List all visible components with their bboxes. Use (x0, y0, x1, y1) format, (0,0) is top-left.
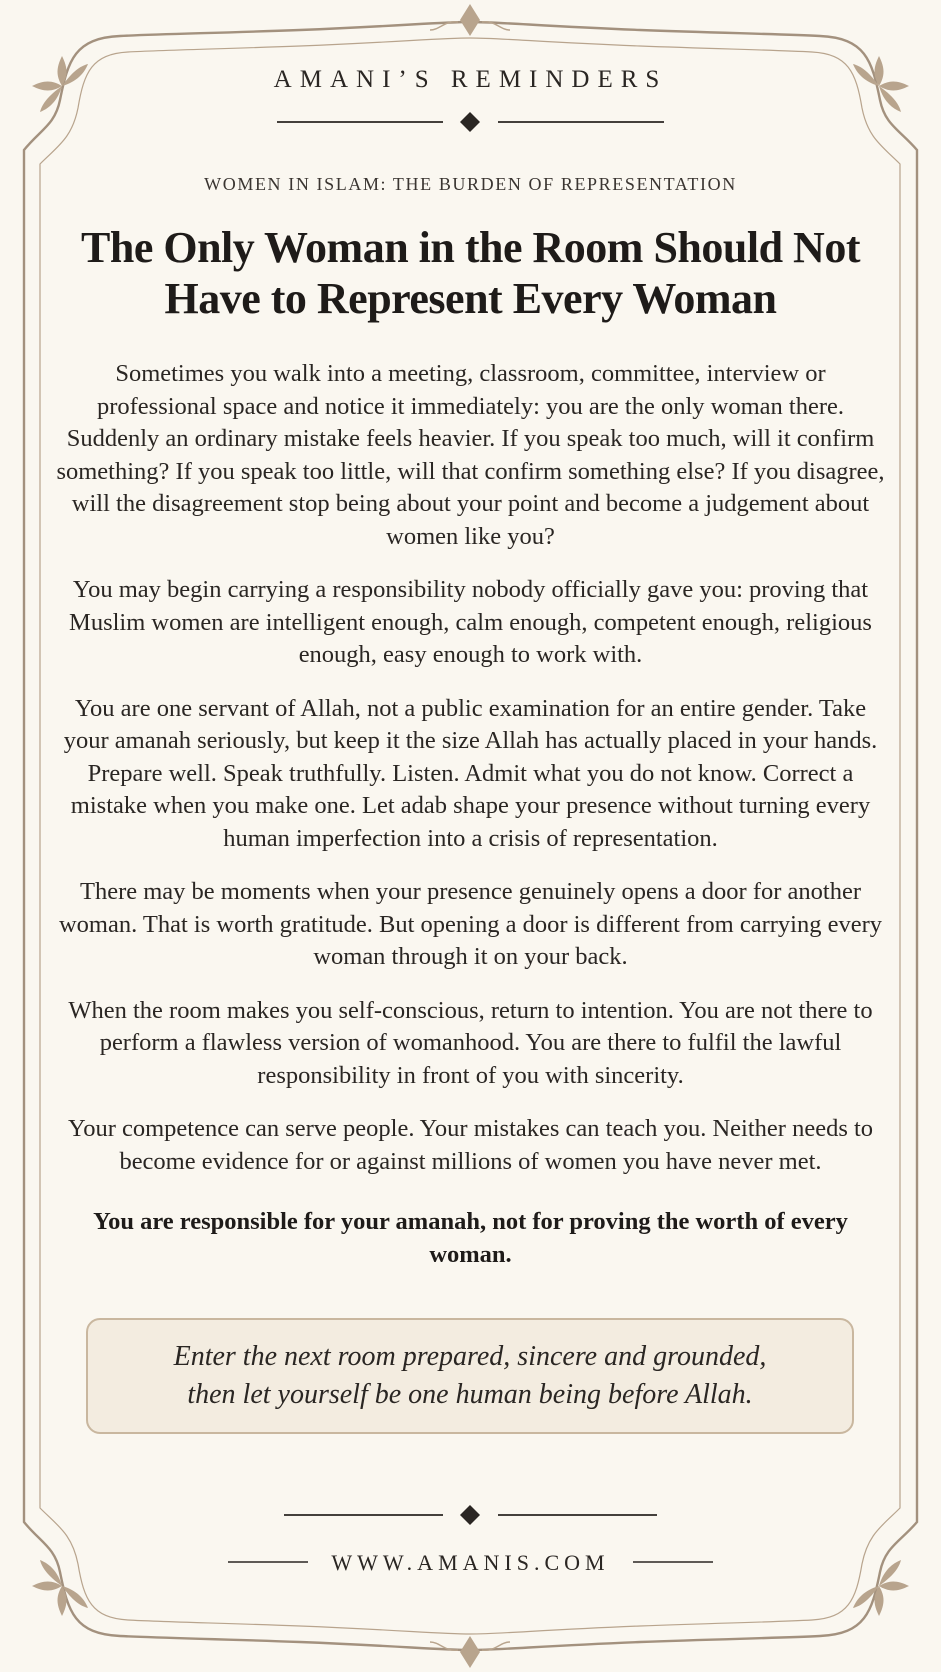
website-url[interactable]: WWW.AMANIS.COM (331, 1550, 610, 1575)
article-title (40, 222, 901, 324)
quote-line-2: then let yourself be one human being before Allah. (187, 1379, 753, 1410)
title-line-1: The Only Woman in the Room Should Not (81, 223, 860, 272)
paragraph-2: You may begin carrying a responsibility nobody officially gave you: proving that Muslim women are intelligent enough, calm enough, competent enough, religious enough, easy enough to work with. (69, 576, 872, 668)
header-divider-diamond (460, 112, 480, 132)
key-statement: You are responsible for your amanah, not for proving the worth of every woman. (93, 1208, 848, 1268)
brand-name: AMANI’S REMINDERS (273, 66, 668, 93)
bottom-diamond-ornament (460, 1636, 480, 1668)
paragraph-6: Your competence can serve people. Your mistakes can teach you. Neither needs to become evidence for or against millions of women you have never met. (67, 1115, 874, 1175)
paragraph-1: Sometimes you walk into a meeting, classroom, committee, interview or professional space and notice it immediately: you are the only woman there. Suddenly an ordinary mistake feels heavier. If you speak too much, will it confirm something? If you speak too little, will that confirm something else? If you disagree, will the disagreement stop being about your point and become a judgement about women like you? (56, 360, 885, 550)
top-diamond-ornament (460, 4, 480, 36)
quote-line-1: Enter the next room prepared, sincere and grounded, (173, 1341, 767, 1372)
paragraph-3: You are one servant of Allah, not a public examination for an entire gender. Take your amanah seriously, but keep it the size Allah has actually placed in your hands. Prepare well. Speak truthfully. Listen. Admit what you do not know. Correct a mistake when you make one. Let adab shape your presence without turning every human imperfection into a crisis of representation. (63, 694, 878, 852)
category-eyebrow: WOMEN IN ISLAM: THE BURDEN OF REPRESENTATION (204, 174, 737, 194)
article-body (56, 358, 885, 1292)
paragraph-5: When the room makes you self-conscious, return to intention. You are not there to perform a flawless version of womanhood. You are there to fulfil the lawful responsibility in front of you with sincerity. (68, 996, 873, 1089)
paragraph-4: There may be moments when your presence genuinely opens a door for another woman. That is worth gratitude. But opening a door is different from carrying every woman through it on your back. (58, 878, 883, 970)
footer-divider-diamond (460, 1505, 480, 1525)
title-line-2: Have to Represent Every Woman (164, 274, 777, 323)
closing-quote-box (86, 1318, 854, 1434)
